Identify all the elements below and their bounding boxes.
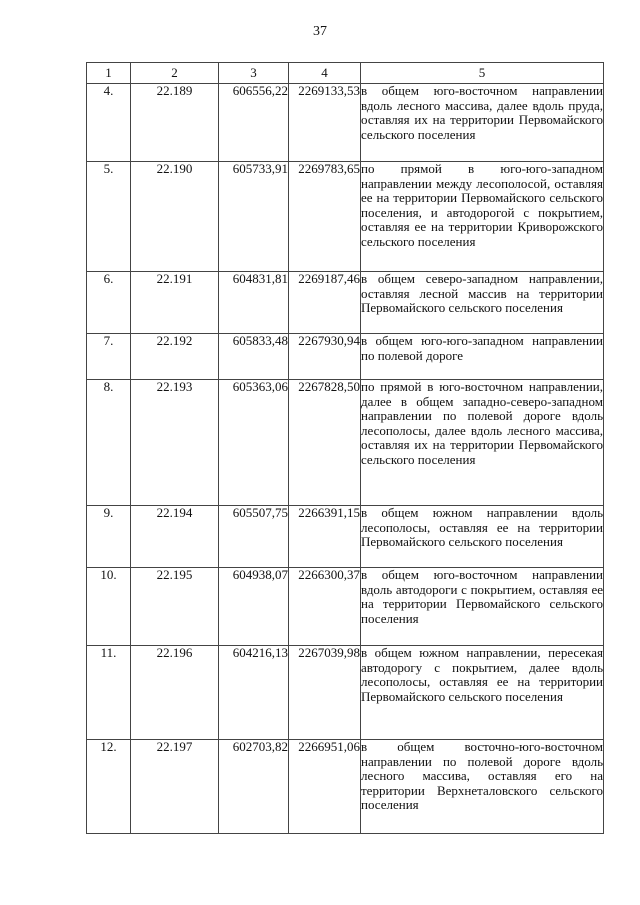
boundary-description-cell: в общем восточно-юго-восточном направлении по полевой дороге вдоль лесного массива, оставляя его на территории Верхнеталовского сельского поселения bbox=[361, 740, 604, 834]
x-coordinate-cell: 605363,06 bbox=[219, 380, 289, 506]
x-coordinate-cell: 604831,81 bbox=[219, 272, 289, 334]
point-id-cell: 22.193 bbox=[131, 380, 219, 506]
row-number-cell: 8. bbox=[87, 380, 131, 506]
x-coordinate-cell: 605833,48 bbox=[219, 334, 289, 380]
point-id-cell: 22.192 bbox=[131, 334, 219, 380]
boundary-description-cell: в общем юго-юго-западном направлении по полевой дороге bbox=[361, 334, 604, 380]
table-body bbox=[87, 84, 604, 834]
point-id-cell: 22.191 bbox=[131, 272, 219, 334]
y-coordinate-cell: 2267039,98 bbox=[289, 646, 361, 740]
boundary-description-table bbox=[86, 62, 604, 834]
row-number-cell: 5. bbox=[87, 162, 131, 272]
x-coordinate-cell: 604938,07 bbox=[219, 568, 289, 646]
point-id-cell: 22.196 bbox=[131, 646, 219, 740]
boundary-description-cell: в общем южном направлении, пересекая автодорогу с покрытием, далее вдоль лесополосы, оставляя ее на территории Первомайского сельского поселения bbox=[361, 646, 604, 740]
y-coordinate-cell: 2269783,65 bbox=[289, 162, 361, 272]
x-coordinate-cell: 604216,13 bbox=[219, 646, 289, 740]
y-coordinate-cell: 2266951,06 bbox=[289, 740, 361, 834]
table-row bbox=[87, 506, 604, 568]
y-coordinate-cell: 2267930,94 bbox=[289, 334, 361, 380]
point-id-cell: 22.195 bbox=[131, 568, 219, 646]
boundary-description-cell: по прямой в юго-восточном направлении, далее в общем западно-северо-западном направлении по полевой дороге вдоль лесополосы, далее вдоль лесного массива, оставляя их на территории Первомайского сельского поселения bbox=[361, 380, 604, 506]
table-header-row bbox=[87, 63, 604, 84]
x-coordinate-cell: 602703,82 bbox=[219, 740, 289, 834]
table-row bbox=[87, 334, 604, 380]
boundary-description-cell: в общем юго-восточном направлении вдоль автодороги с покрытием, оставляя ее на территории Первомайского сельского поселения bbox=[361, 568, 604, 646]
table-row bbox=[87, 272, 604, 334]
row-number-cell: 12. bbox=[87, 740, 131, 834]
column-header-description: 5 bbox=[361, 63, 604, 84]
y-coordinate-cell: 2266300,37 bbox=[289, 568, 361, 646]
table-row bbox=[87, 646, 604, 740]
row-number-cell: 6. bbox=[87, 272, 131, 334]
boundary-description-cell: в общем юго-восточном направлении вдоль лесного массива, далее вдоль пруда, оставляя их на территории Первомайского сельского поселения bbox=[361, 84, 604, 162]
row-number-cell: 7. bbox=[87, 334, 131, 380]
table-row bbox=[87, 84, 604, 162]
x-coordinate-cell: 605733,91 bbox=[219, 162, 289, 272]
column-header-number: 1 bbox=[87, 63, 131, 84]
boundary-description-cell: по прямой в юго-юго-западном направлении между лесополосой, оставляя ее на территории Первомайского сельского поселения, и автодорогой с покрытием, оставляя ее на территории Криворожского сельского поселения bbox=[361, 162, 604, 272]
row-number-cell: 4. bbox=[87, 84, 131, 162]
table-row bbox=[87, 380, 604, 506]
column-header-x: 3 bbox=[219, 63, 289, 84]
column-header-y: 4 bbox=[289, 63, 361, 84]
y-coordinate-cell: 2269133,53 bbox=[289, 84, 361, 162]
boundary-description-cell: в общем южном направлении вдоль лесополосы, оставляя ее на территории Первомайского сельского поселения bbox=[361, 506, 604, 568]
point-id-cell: 22.194 bbox=[131, 506, 219, 568]
boundary-description-cell: в общем северо-западном направлении, оставляя лесной массив на территории Первомайского сельского поселения bbox=[361, 272, 604, 334]
point-id-cell: 22.189 bbox=[131, 84, 219, 162]
table-row bbox=[87, 162, 604, 272]
row-number-cell: 11. bbox=[87, 646, 131, 740]
y-coordinate-cell: 2267828,50 bbox=[289, 380, 361, 506]
table-row bbox=[87, 740, 604, 834]
column-header-point: 2 bbox=[131, 63, 219, 84]
x-coordinate-cell: 605507,75 bbox=[219, 506, 289, 568]
y-coordinate-cell: 2266391,15 bbox=[289, 506, 361, 568]
row-number-cell: 10. bbox=[87, 568, 131, 646]
x-coordinate-cell: 606556,22 bbox=[219, 84, 289, 162]
table-row bbox=[87, 568, 604, 646]
row-number-cell: 9. bbox=[87, 506, 131, 568]
point-id-cell: 22.190 bbox=[131, 162, 219, 272]
y-coordinate-cell: 2269187,46 bbox=[289, 272, 361, 334]
page-number: 37 bbox=[313, 24, 327, 39]
point-id-cell: 22.197 bbox=[131, 740, 219, 834]
